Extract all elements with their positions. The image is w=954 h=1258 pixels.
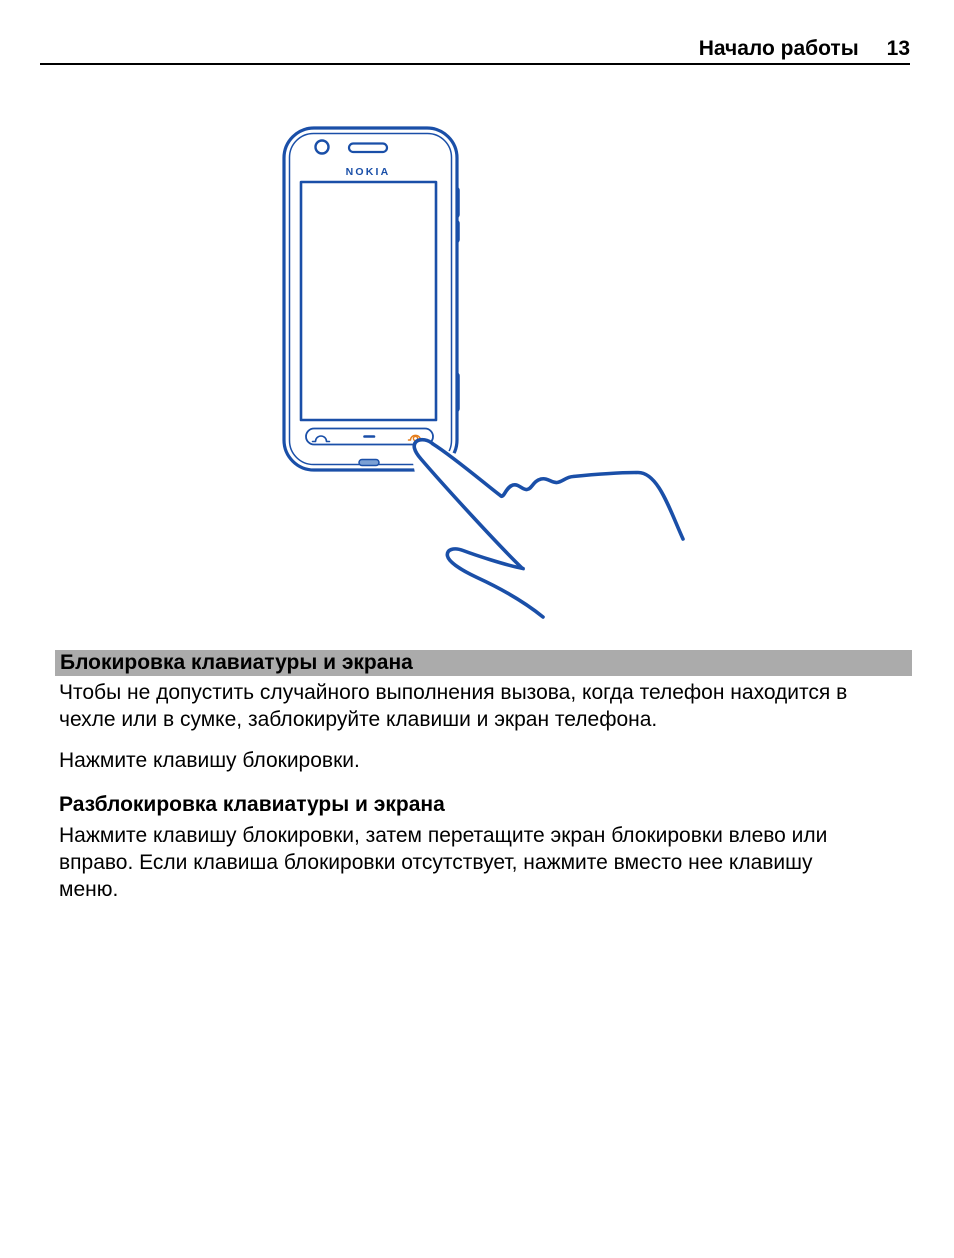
charging-port	[359, 460, 379, 466]
paragraph-line: меню.	[59, 878, 119, 901]
subheading-unlock: Разблокировка клавиатуры и экрана	[59, 793, 445, 816]
phone-illustration	[270, 115, 720, 640]
paragraph-line: Нажмите клавишу блокировки, затем перетащите экран блокировки влево или	[59, 824, 828, 847]
section-heading-lock: Блокировка клавиатуры и экрана	[55, 650, 912, 676]
paragraph-press-lock-key: Нажмите клавишу блокировки.	[59, 749, 360, 772]
header-page-number: 13	[886, 37, 910, 60]
nokia-logo: NOKIA	[345, 166, 391, 178]
paragraph-line: вправо. Если клавиша блокировки отсутствует, нажмите вместо нее клавишу	[59, 851, 813, 874]
paragraph-lock-description	[59, 679, 919, 733]
paragraph-unlock-description	[59, 822, 919, 903]
page-header	[40, 38, 910, 65]
header-title: Начало работы	[698, 37, 859, 60]
paragraph-line: Чтобы не допустить случайного выполнения вызова, когда телефон находится в	[59, 681, 848, 704]
paragraph-line: чехле или в сумке, заблокируйте клавиши и экран телефона.	[59, 708, 658, 731]
